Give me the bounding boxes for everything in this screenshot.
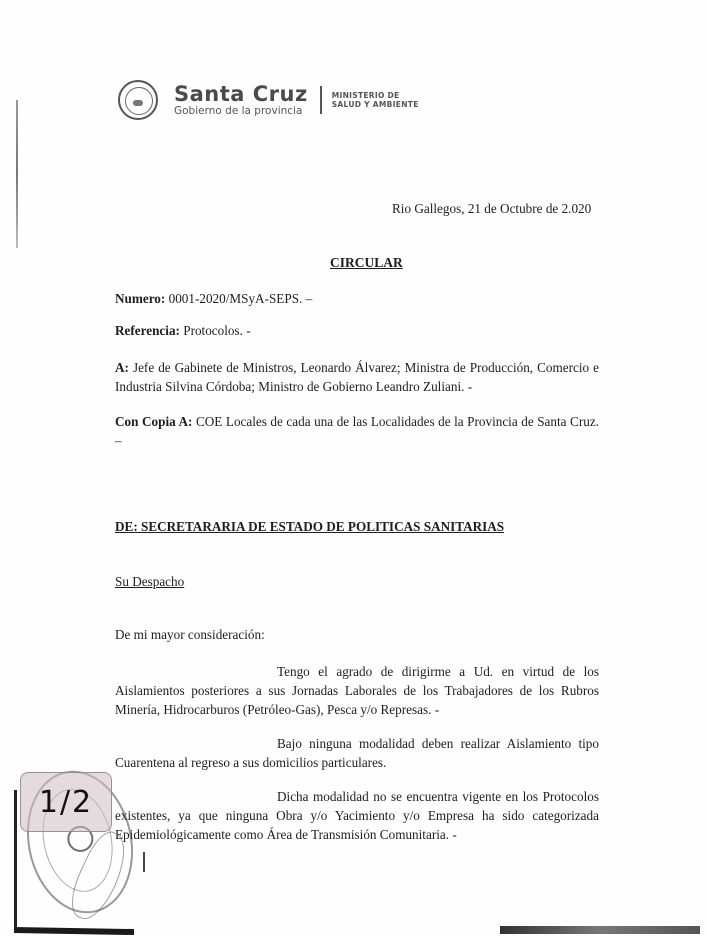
numero-label: Numero:: [115, 291, 166, 306]
signature-mark: [143, 852, 145, 872]
numero-field: [115, 289, 599, 308]
referencia-field: [115, 321, 599, 340]
despacho-line: Su Despacho: [115, 574, 185, 589]
numero-value: 0001-2020/MSyA-SEPS. –: [165, 291, 313, 306]
salutation: De mi mayor consideración:: [115, 627, 265, 642]
page-edge-shadow-bottom: [14, 790, 17, 930]
body-paragraph: Tengo el agrado de dirigirme a Ud. en virtud de los Aislamientos posteriores a sus Jornadas Laborales de los Trabajadores de los Rubros Minería, Hidrocarburos (Petróleo-Gas), Pesca y/o Represas. -: [115, 664, 599, 717]
provincial-crest-icon: [118, 80, 158, 120]
date-line: Rio Gallegos, 21 de Octubre de 2.020: [392, 201, 592, 216]
referencia-label: Referencia:: [115, 323, 180, 338]
letterhead: [118, 80, 419, 120]
recipients-value: Jefe de Gabinete de Ministros, Leonardo Álvarez; Ministra de Producción, Comercio e Industria Silvina Córdoba; Ministro de Gobierno Leandro Zuliani. -: [115, 360, 599, 394]
page-bottom-edge: [14, 927, 134, 935]
body-paragraph: Bajo ninguna modalidad deben realizar Aislamiento tipo Cuarentena al regreso a sus domicilios particulares.: [115, 736, 599, 770]
brand-name: Santa Cruz: [174, 81, 308, 106]
ministry-line-2: SALUD Y AMBIENTE: [331, 100, 419, 109]
copy-to-value: COE Locales de cada una de las Localidades de la Provincia de Santa Cruz. –: [115, 414, 599, 448]
recipients-label: A:: [115, 360, 129, 375]
copy-to-label: Con Copia A:: [115, 414, 193, 429]
recipients-field: [115, 358, 599, 396]
referencia-value: Protocolos. -: [179, 323, 251, 338]
copy-to-field: [115, 412, 599, 450]
body-paragraph: Dicha modalidad no se encuentra vigente en los Protocolos existentes, ya que ninguna Obra y/o Yacimiento y/o Empresa ha sido categorizada Epidemiológicamente como Área de Transmisión Comunitaria. -: [115, 789, 599, 842]
ministry-line-1: MINISTERIO DE: [331, 91, 400, 100]
page-edge-shadow: [16, 100, 18, 248]
brand-subtitle: Gobierno de la provincia: [174, 104, 303, 117]
document-title: CIRCULAR: [330, 255, 403, 270]
sender-line: DE: SECRETARARIA DE ESTADO DE POLITICAS SANITARIAS: [115, 519, 505, 534]
page-counter: 1/2: [20, 772, 112, 832]
letterhead-divider: [320, 86, 322, 114]
ministry-name: [332, 91, 419, 109]
page-bottom-edge-right: [500, 926, 700, 934]
brand-block: [174, 83, 308, 118]
